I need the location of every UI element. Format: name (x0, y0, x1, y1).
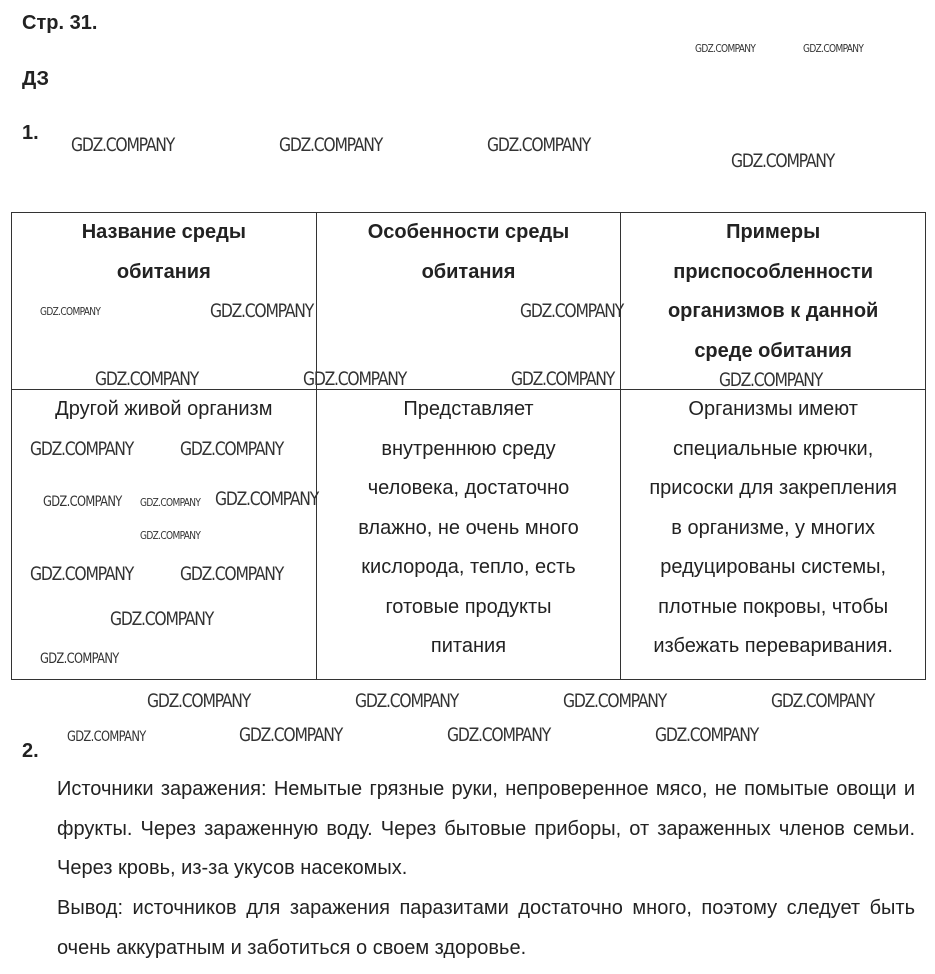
watermark: GDZ.COMPANY (30, 563, 133, 585)
header-line: обитания (421, 260, 516, 283)
watermark: GDZ.COMPANY (110, 608, 213, 630)
watermark: GDZ.COMPANY (487, 134, 590, 156)
watermark: GDZ.COMPANY (719, 369, 822, 391)
watermark: GDZ.COMPANY (355, 690, 458, 712)
watermark: GDZ.COMPANY (279, 134, 382, 156)
cell-line: Другой живой организм (55, 398, 273, 420)
cell-line: Организмы имеют (688, 398, 858, 420)
cell-line: Представляет (403, 398, 534, 420)
watermark: GDZ.COMPANY (695, 42, 756, 55)
watermark: GDZ.COMPANY (67, 729, 146, 745)
header-line: организмов к данной (667, 300, 879, 322)
cell-line: влажно, не очень много (358, 516, 579, 539)
watermark: GDZ.COMPANY (655, 724, 758, 746)
cell-habitat-features (316, 390, 621, 680)
cell-line: присоски для закрепления (649, 477, 897, 499)
header-line: среде обитания (694, 339, 852, 362)
cell-line: человека, достаточно (367, 477, 570, 499)
cell-line: внутреннюю среду (381, 437, 556, 460)
watermark: GDZ.COMPANY (520, 300, 623, 322)
watermark: GDZ.COMPANY (40, 305, 101, 318)
cell-line: специальные крючки, (673, 437, 874, 460)
conclusion-paragraph: Вывод: источников для заражения паразитами достаточно много, поэтому следует быть очень аккуратным и заботиться о своем здоровье. (57, 897, 915, 959)
watermark: GDZ.COMPANY (215, 488, 318, 510)
watermark: GDZ.COMPANY (95, 368, 198, 390)
watermark: GDZ.COMPANY (40, 651, 119, 667)
watermark: GDZ.COMPANY (303, 368, 406, 390)
watermark: GDZ.COMPANY (731, 150, 834, 172)
watermark: GDZ.COMPANY (771, 690, 874, 712)
watermark: GDZ.COMPANY (239, 724, 342, 746)
cell-line: готовые продукты (385, 595, 552, 618)
cell-line: питания (430, 635, 507, 657)
cell-line: кислорода, тепло, есть (361, 556, 576, 578)
cell-line: избежать переваривания. (653, 635, 893, 657)
page-reference: Стр. 31. (22, 12, 98, 34)
watermark: GDZ.COMPANY (210, 300, 313, 322)
infection-sources-paragraph: Источники заражения: Немытые грязные руки, непроверенное мясо, не помытые овощи и фрукты. Через зараженную воду. Через бытовые приборы, от зараженных членов семьи. Через кровь, из-за укусов насекомых. (57, 778, 915, 879)
watermark: GDZ.COMPANY (43, 494, 122, 510)
watermark: GDZ.COMPANY (180, 563, 283, 585)
task-1-number: 1. (22, 122, 39, 144)
cell-line: в организме, у многих (671, 516, 876, 539)
watermark: GDZ.COMPANY (30, 438, 133, 460)
header-line: Примеры (726, 221, 821, 243)
watermark: GDZ.COMPANY (563, 690, 666, 712)
watermark: GDZ.COMPANY (147, 690, 250, 712)
watermark: GDZ.COMPANY (71, 134, 174, 156)
header-adaptation-examples (621, 213, 926, 390)
watermark: GDZ.COMPANY (140, 496, 201, 509)
section-title: ДЗ (22, 68, 50, 90)
task-2-number: 2. (22, 740, 39, 762)
watermark: GDZ.COMPANY (180, 438, 283, 460)
watermark: GDZ.COMPANY (447, 724, 550, 746)
cell-line: плотные покровы, чтобы (658, 595, 889, 618)
cell-line: редуцированы системы, (660, 556, 887, 578)
table-header-row (12, 213, 926, 390)
header-line: приспособленности (673, 260, 874, 283)
watermark: GDZ.COMPANY (140, 529, 201, 542)
cell-adaptation-examples (621, 390, 926, 680)
watermark: GDZ.COMPANY (511, 368, 614, 390)
header-line: Название среды (81, 221, 246, 243)
watermark: GDZ.COMPANY (803, 42, 864, 55)
header-line: обитания (116, 260, 211, 283)
header-line: Особенности среды (367, 221, 570, 243)
